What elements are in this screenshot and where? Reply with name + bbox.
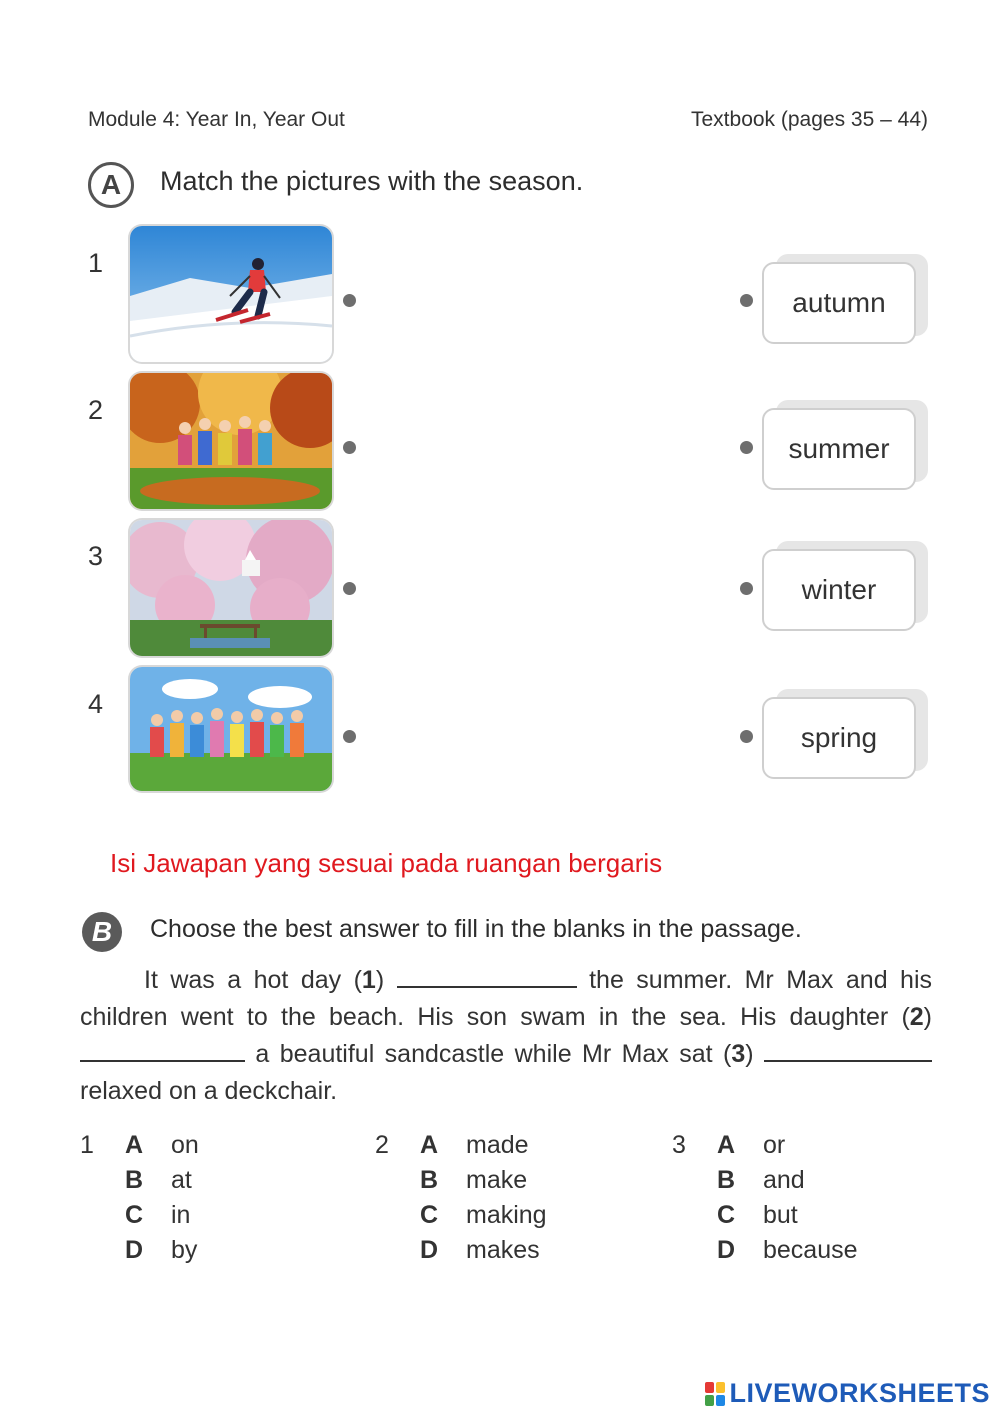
picture-skier-winter (130, 226, 332, 362)
picture-number-4: 4 (88, 689, 104, 719)
option-3b[interactable]: and (763, 1166, 805, 1194)
word-winter[interactable]: winter (762, 549, 916, 631)
section-b-title: Choose the best answer to fill in the blanks in the passage. (150, 915, 802, 943)
match-dot-right-4[interactable] (740, 730, 753, 743)
blank-1[interactable] (397, 964, 577, 988)
blank-3[interactable] (764, 1038, 932, 1062)
option-1a[interactable]: on (171, 1131, 199, 1159)
option-3c[interactable]: but (763, 1201, 798, 1229)
picture-number-3: 3 (88, 541, 104, 571)
match-dot-left-2[interactable] (343, 441, 356, 454)
option-2d[interactable]: makes (466, 1236, 540, 1264)
question-2-options: 2 A made B make C making D makes (375, 1128, 547, 1268)
blank-2[interactable] (80, 1038, 245, 1062)
logo-icon (705, 1382, 725, 1406)
option-2a[interactable]: made (466, 1131, 529, 1159)
option-3d[interactable]: because (763, 1236, 858, 1264)
option-2b[interactable]: make (466, 1166, 528, 1194)
picture-children-summer (130, 667, 332, 791)
option-1d[interactable]: by (171, 1236, 198, 1264)
section-b-badge: B (82, 912, 122, 952)
picture-number-1: 1 (88, 248, 104, 278)
textbook-pages: Textbook (pages 35 – 44) (691, 108, 928, 131)
section-a-badge: A (88, 162, 134, 208)
option-1c[interactable]: in (171, 1201, 191, 1229)
option-3a[interactable]: or (763, 1131, 786, 1159)
word-summer[interactable]: summer (762, 408, 916, 490)
picture-cherry-blossom-spring (130, 520, 332, 656)
word-spring[interactable]: spring (762, 697, 916, 779)
match-dot-right-3[interactable] (740, 582, 753, 595)
match-dot-left-1[interactable] (343, 294, 356, 307)
picture-children-autumn (130, 373, 332, 509)
instruction-text: Isi Jawapan yang sesuai pada ruangan bergaris (110, 848, 663, 878)
match-dot-left-4[interactable] (343, 730, 356, 743)
section-a-title: Match the pictures with the season. (160, 166, 584, 196)
word-autumn[interactable]: autumn (762, 262, 916, 344)
match-dot-left-3[interactable] (343, 582, 356, 595)
match-dot-right-2[interactable] (740, 441, 753, 454)
option-2c[interactable]: making (466, 1201, 547, 1229)
picture-number-2: 2 (88, 395, 104, 425)
question-3-options: 3 A or B and C but D because (672, 1128, 858, 1268)
liveworksheets-logo: LIVEWORKSHEETS (705, 1378, 990, 1409)
module-title: Module 4: Year In, Year Out (88, 108, 345, 131)
match-dot-right-1[interactable] (740, 294, 753, 307)
question-1-options: 1 A on B at C in D by (80, 1128, 199, 1268)
passage: It was a hot day (1) the summer. Mr Max and his children went to the beach. His son swam in the sea. His daughter (2) a beautiful sandcastle while Mr Max sat (3) relaxed on a deckchair. (80, 966, 933, 1105)
option-1b[interactable]: at (171, 1166, 192, 1194)
